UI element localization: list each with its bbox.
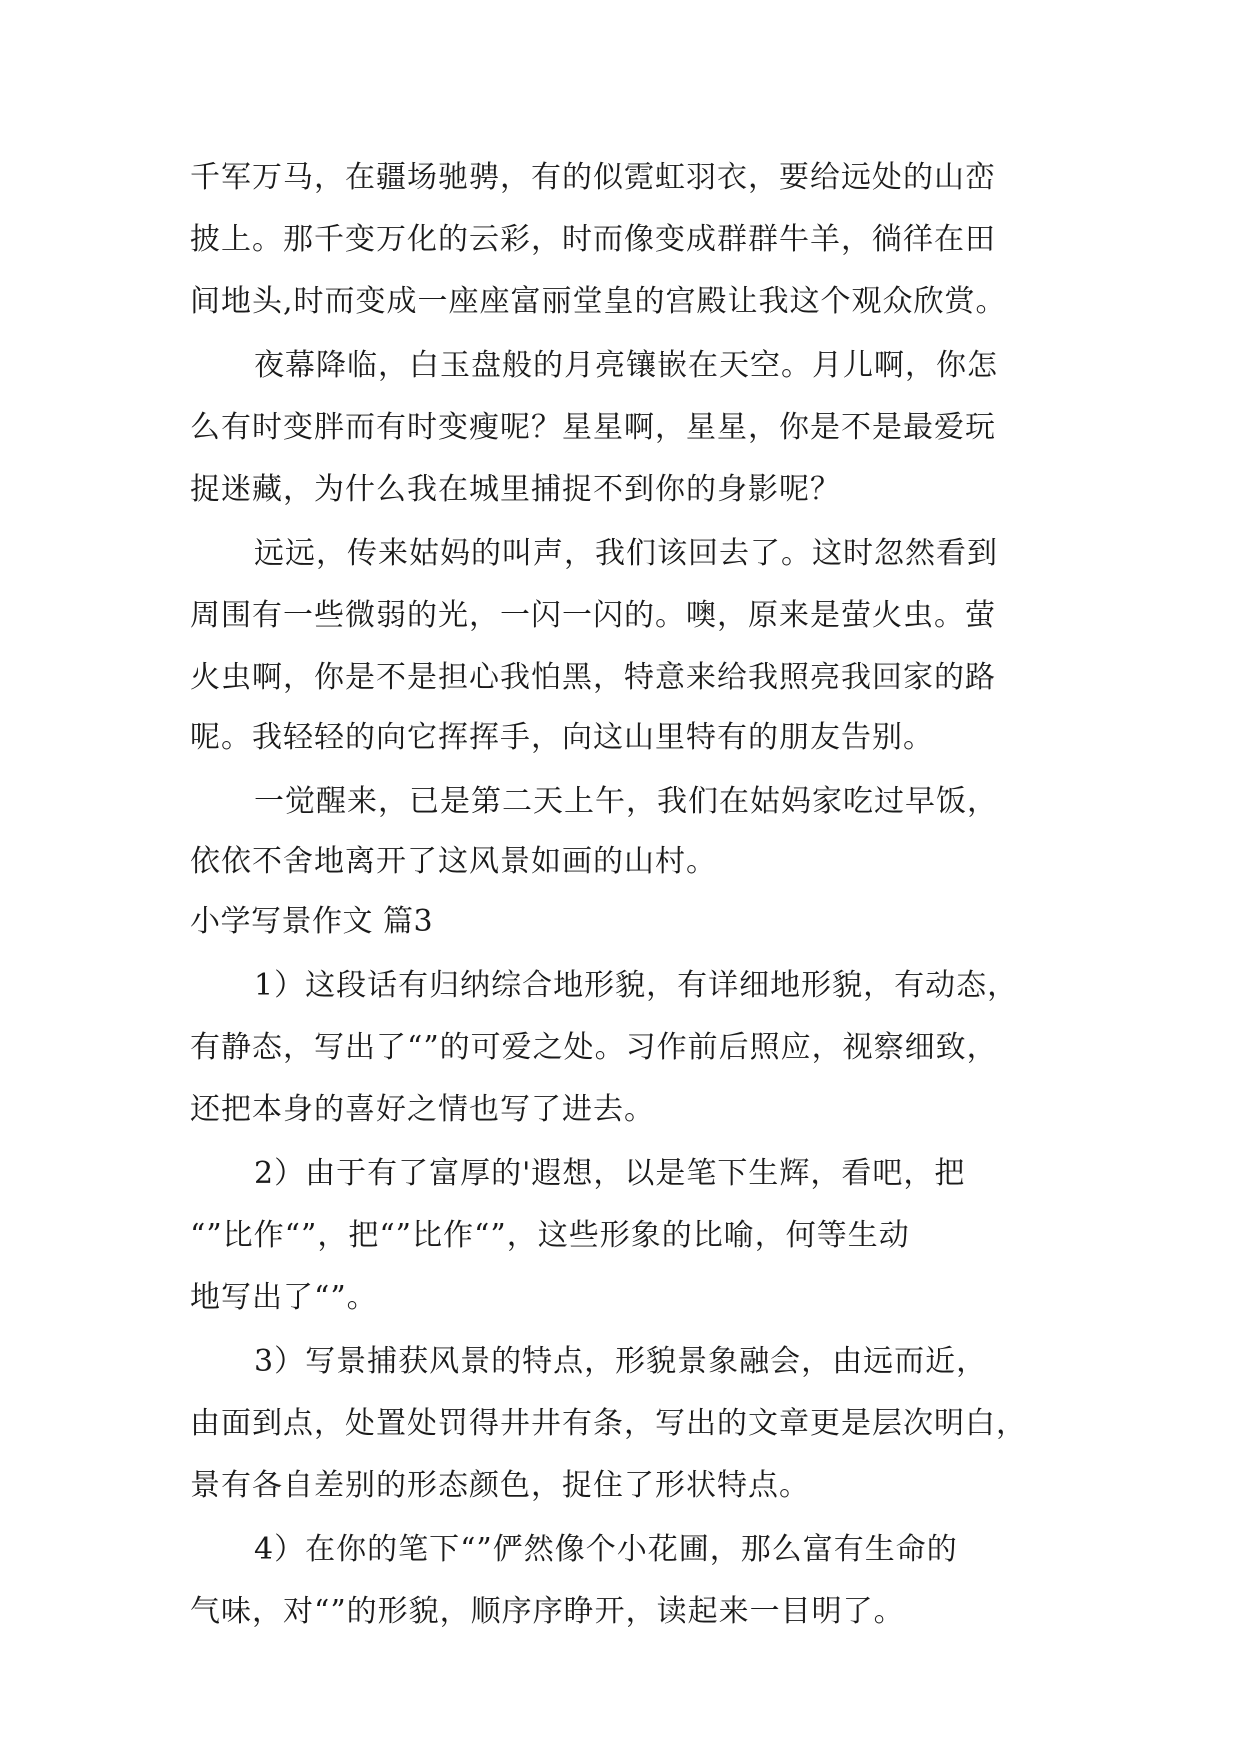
paragraph-line: 夜幕降临，白玉盘般的月亮镶嵌在天空。月儿啊，你怎 <box>254 348 998 383</box>
paragraph-line: 千军万马，在疆场驰骋，有的似霓虹羽衣，要给远处的山峦 <box>190 160 996 195</box>
paragraph-line: 远远，传来姑妈的叫声，我们该回去了。这时忽然看到 <box>254 536 998 571</box>
paragraph-line: 间地头,时而变成一座座富丽堂皇的宫殿让我这个观众欣赏。 <box>190 284 1007 319</box>
paragraph-line: 3）写景捕获风景的特点，形貌景象融会，由远而近， <box>254 1344 988 1379</box>
paragraph-line: 气味，对“”的形貌，顺序序睁开，读起来一目明了。 <box>190 1594 905 1629</box>
paragraph-line: 4）在你的笔下“”俨然像个小花圃，那么富有生命的 <box>254 1532 958 1567</box>
paragraph-line: 么有时变胖而有时变瘦呢？星星啊，星星，你是不是最爱玩 <box>190 410 996 445</box>
paragraph-line: 火虫啊，你是不是担心我怕黑，特意来给我照亮我回家的路 <box>190 660 996 695</box>
paragraph-line: 捉迷藏，为什么我在城里捕捉不到你的身影呢？ <box>190 472 841 507</box>
paragraph-line: 地写出了“”。 <box>190 1280 378 1315</box>
paragraph-line: 还把本身的喜好之情也写了进去。 <box>190 1092 655 1127</box>
paragraph-line: 景有各自差别的形态颜色，捉住了形状特点。 <box>190 1468 810 1503</box>
paragraph-line: 依依不舍地离开了这风景如画的山村。 <box>190 844 717 879</box>
paragraph-line: 披上。那千变万化的云彩，时而像变成群群牛羊，徜徉在田 <box>190 222 996 257</box>
paragraph-line: 周围有一些微弱的光，一闪一闪的。噢，原来是萤火虫。萤 <box>190 598 996 633</box>
paragraph-line: 呢。我轻轻的向它挥挥手，向这山里特有的朋友告别。 <box>190 720 934 755</box>
paragraph-line: 2）由于有了富厚的'遐想，以是笔下生辉，看吧，把 <box>254 1156 966 1191</box>
paragraph-line: 1）这段话有归纳综合地形貌，有详细地形貌，有动态， <box>254 968 1019 1003</box>
section-heading: 小学写景作文 篇3 <box>190 904 434 939</box>
paragraph-line: 由面到点，处置处罚得井井有条，写出的文章更是层次明白， <box>190 1406 1027 1441</box>
paragraph-line: 一觉醒来，已是第二天上午，我们在姑妈家吃过早饭， <box>254 784 998 819</box>
paragraph-line: “”比作“”，把“”比作“”，这些形象的比喻，何等生动 <box>190 1218 910 1253</box>
paragraph-line: 有静态，写出了“”的可爱之处。习作前后照应，视察细致， <box>190 1030 998 1065</box>
